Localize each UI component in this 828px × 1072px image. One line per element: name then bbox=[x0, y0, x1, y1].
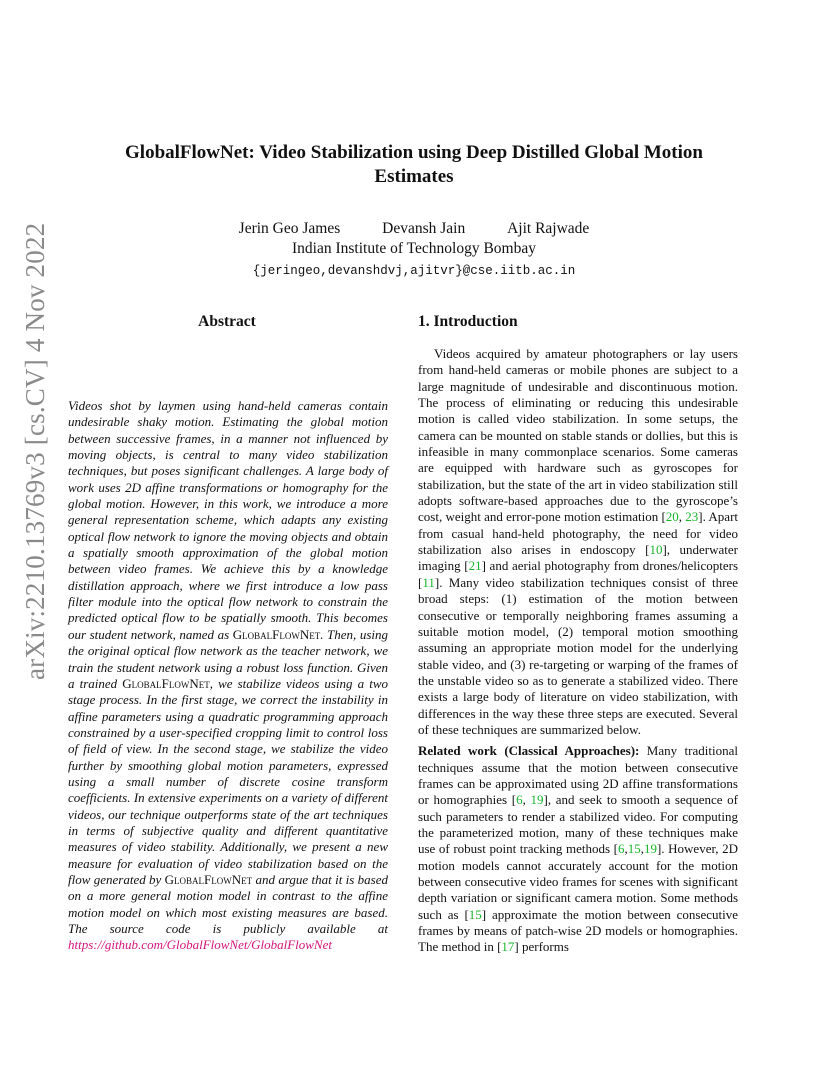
related-work-heading: Related work (Classical Approaches): bbox=[418, 743, 640, 759]
citation-link[interactable]: 21 bbox=[468, 558, 482, 574]
citation-link[interactable]: 11 bbox=[422, 574, 435, 590]
author-block bbox=[60, 219, 768, 281]
abstract-body bbox=[68, 398, 388, 954]
citation-link[interactable]: 20 bbox=[665, 509, 679, 525]
title-line-1: GlobalFlowNet: Video Stabilization using Deep Distilled Global Motion bbox=[125, 142, 703, 163]
citation-link[interactable]: 6 bbox=[516, 792, 523, 808]
abstract-text-4: and argue that it is based on a more general motion model in contrast to the affine motion model on which most existing measures are based. The source code is publicly available at bbox=[68, 871, 388, 936]
author-1: Jerin Geo James bbox=[238, 220, 341, 237]
abstract-heading: Abstract bbox=[198, 313, 256, 330]
citation-link[interactable]: 23 bbox=[685, 509, 699, 525]
abstract-text-3: , we stabilize videos using a two stage process. In the first stage, we correct the instability in affine parameters using a quadratic programming approach constrained by a user-specified cropping limit to control loss of field of view. In the second stage, we stabilize the video further by smoothing global motion parameters, expressed using a small number of discrete cosine transform coefficients. In extensive experiments on a variety of different videos, our technique outperforms state of the art techniques in terms of subjective quality and different quantitative measures of video stability. Additionally, we present a new measure for evaluation of video stabilization based on the flow generated by bbox=[68, 675, 388, 887]
abstract-text-1: Videos shot by laymen using hand-held cameras contain undesirable shaky motion. Estimating the global motion between successive frames, in a manner not influenced by moving objects, is central to many video stabilization techniques, but poses significant challenges. A large body of work uses 2D affine transformations or homography for the global motion. However, in this work, we introduce a more general representation scheme, which adapts any existing optical flow network to ignore the moving objects and obtain a spatially smooth approximation of the global motion between video frames. We achieve this by a knowledge distillation approach, where we first introduce a low pass filter module into the optical flow network to constrain the predicted optical flow to be spatially smooth. This becomes our student network, named as bbox=[68, 398, 388, 642]
method-name: GlobalFlowNet bbox=[122, 675, 210, 691]
paper-title bbox=[60, 141, 768, 189]
citation-link[interactable]: 15 bbox=[627, 841, 641, 857]
citation-link[interactable]: 19 bbox=[530, 792, 544, 808]
affiliation: Indian Institute of Technology Bombay bbox=[291, 240, 536, 257]
intro-text: Videos acquired by amateur photographers or lay users from hand-held cameras or mobile phones are subject to a large magnitude of undesirable and discontinuous motion. The process of eliminating or reducing this undesirable motion is called video stabilization. In some setups, the camera can be mounted on stable stands or dollies, but this is infeasible in many commonplace scenarios. Some cameras are equipped with hardware such as gyroscopes for stabilization, but the state of the art in video stabilization still adopts software-based approaches due to the gyroscope’s cost, weight and error-pone motion estimation [ bbox=[418, 346, 738, 525]
intro-paragraph-1: Videos acquired by amateur photographers or lay users from hand-held cameras or mobile phones are subject to a large magnitude of undesirable and discontinuous motion. The process of eliminating or reducing this undesirable motion is called video stabilization. In some setups, the camera can be mounted on stable stands or dollies, but this is infeasible in many commonplace scenarios. Some cameras are equipped with hardware such as gyroscopes for stabilization, but the state of the art in video stabilization still adopts software-based approaches due to the gyroscope’s cost, weight and error-pone motion estimation [20, 23]. Apart from casual hand-held photography, the need for video stabilization also arises in endoscopy [10], underwater imaging [21] and aerial photography from drones/helicopters [11]. Many video stabilization techniques consist of three broad steps: (1) estimation of the motion between consecutive or temporally neighboring frames assuming a suitable motion model, (2) temporal motion smoothing assuming an appropriate motion model for the underlying stable video, and (3) re-targeting or warping of the frames of the unstable video so as to generate a stabilized video. There exists a large body of literature on video stabilization, with differences in the way these three steps are executed. Several of these techniques are summarized below. bbox=[418, 346, 739, 737]
arxiv-identifier: arXiv:2210.13769v3 [cs.CV] 4 Nov 2022 bbox=[20, 222, 50, 680]
source-code-link[interactable]: https://github.com/GlobalFlowNet/GlobalFlowNet bbox=[68, 937, 332, 953]
introduction-heading: 1. Introduction bbox=[418, 313, 518, 330]
title-line-2: Estimates bbox=[374, 166, 454, 187]
abstract-text-2: . Then, using the original optical flow network as the teacher network, we train the student network using a robust loss function. Given a trained bbox=[68, 626, 388, 691]
intro-text: ], and seek to smooth a sequence of such parameters to render a stabilized video. For computing the parameterized motion, many of these techniques make use of robust point tracking methods [ bbox=[418, 792, 739, 857]
intro-text: ] and aerial photography from drones/helicopters [ bbox=[418, 558, 739, 590]
citation-link[interactable]: 17 bbox=[501, 939, 515, 955]
intro-paragraph-2: Related work (Classical Approaches): Many traditional techniques assume that the motion between consecutive frames can be approximated using 2D affine transformations or homographies [6, 19], and seek to smooth a sequence of such parameters to render a stabilized video. For computing the parameterized motion, many of these techniques make use of robust point tracking methods [6,15,19]. However, 2D motion models cannot accurately account for the motion between consecutive video frames for scenes with significant depth variation or significant camera motion. Some methods such as [15] approximate the motion between consecutive frames by means of patch-wise 2D models or homographies. The method in [17] performs bbox=[418, 743, 739, 955]
intro-text: ]. Many video stabilization techniques consist of three broad steps: (1) estimation of the motion between consecutive or temporally neighboring frames assuming a suitable motion model, (2) temporal motion smoothing assuming an appropriate motion model for the underlying stable video, and (3) re-targeting or warping of the frames of the unstable video so as to generate a stabilized video. There exists a large body of literature on video stabilization, with differences in the way these three steps are executed. Several of these techniques are summarized below. bbox=[418, 574, 738, 737]
author-names bbox=[60, 219, 768, 239]
method-name: GlobalFlowNet bbox=[164, 871, 253, 887]
abstract-paragraph bbox=[68, 398, 388, 954]
intro-text: Many traditional techniques assume that the motion between consecutive frames can be approximated using 2D affine transformations or homographies [ bbox=[418, 743, 738, 808]
author-2: Devansh Jain bbox=[382, 220, 466, 237]
intro-text: ], underwater imaging [ bbox=[418, 542, 738, 574]
intro-text: ]. However, 2D motion models cannot accurately account for the motion between consecutive video frames for scenes with significant depth variation or significant camera motion. Some methods such as [ bbox=[418, 841, 739, 922]
intro-text: ] approximate the motion between consecutive frames by means of patch-wise 2D models or homographies. The method in [ bbox=[418, 906, 738, 955]
author-emails: {jeringeo,devanshdvj,ajitvr}@cse.iitb.ac.in bbox=[252, 264, 576, 278]
intro-text: ] performs bbox=[514, 939, 569, 955]
citation-link[interactable]: 15 bbox=[468, 906, 482, 922]
intro-text: ]. Apart from casual hand-held photography, the need for video stabilization also arises in endoscopy [ bbox=[418, 509, 739, 558]
citation-link[interactable]: 6 bbox=[617, 841, 625, 857]
introduction-body bbox=[418, 346, 738, 956]
method-name: GlobalFlowNet bbox=[232, 626, 321, 642]
citation-link[interactable]: 10 bbox=[649, 542, 663, 558]
citation-link[interactable]: 19 bbox=[643, 841, 657, 857]
author-3: Ajit Rajwade bbox=[507, 220, 590, 237]
